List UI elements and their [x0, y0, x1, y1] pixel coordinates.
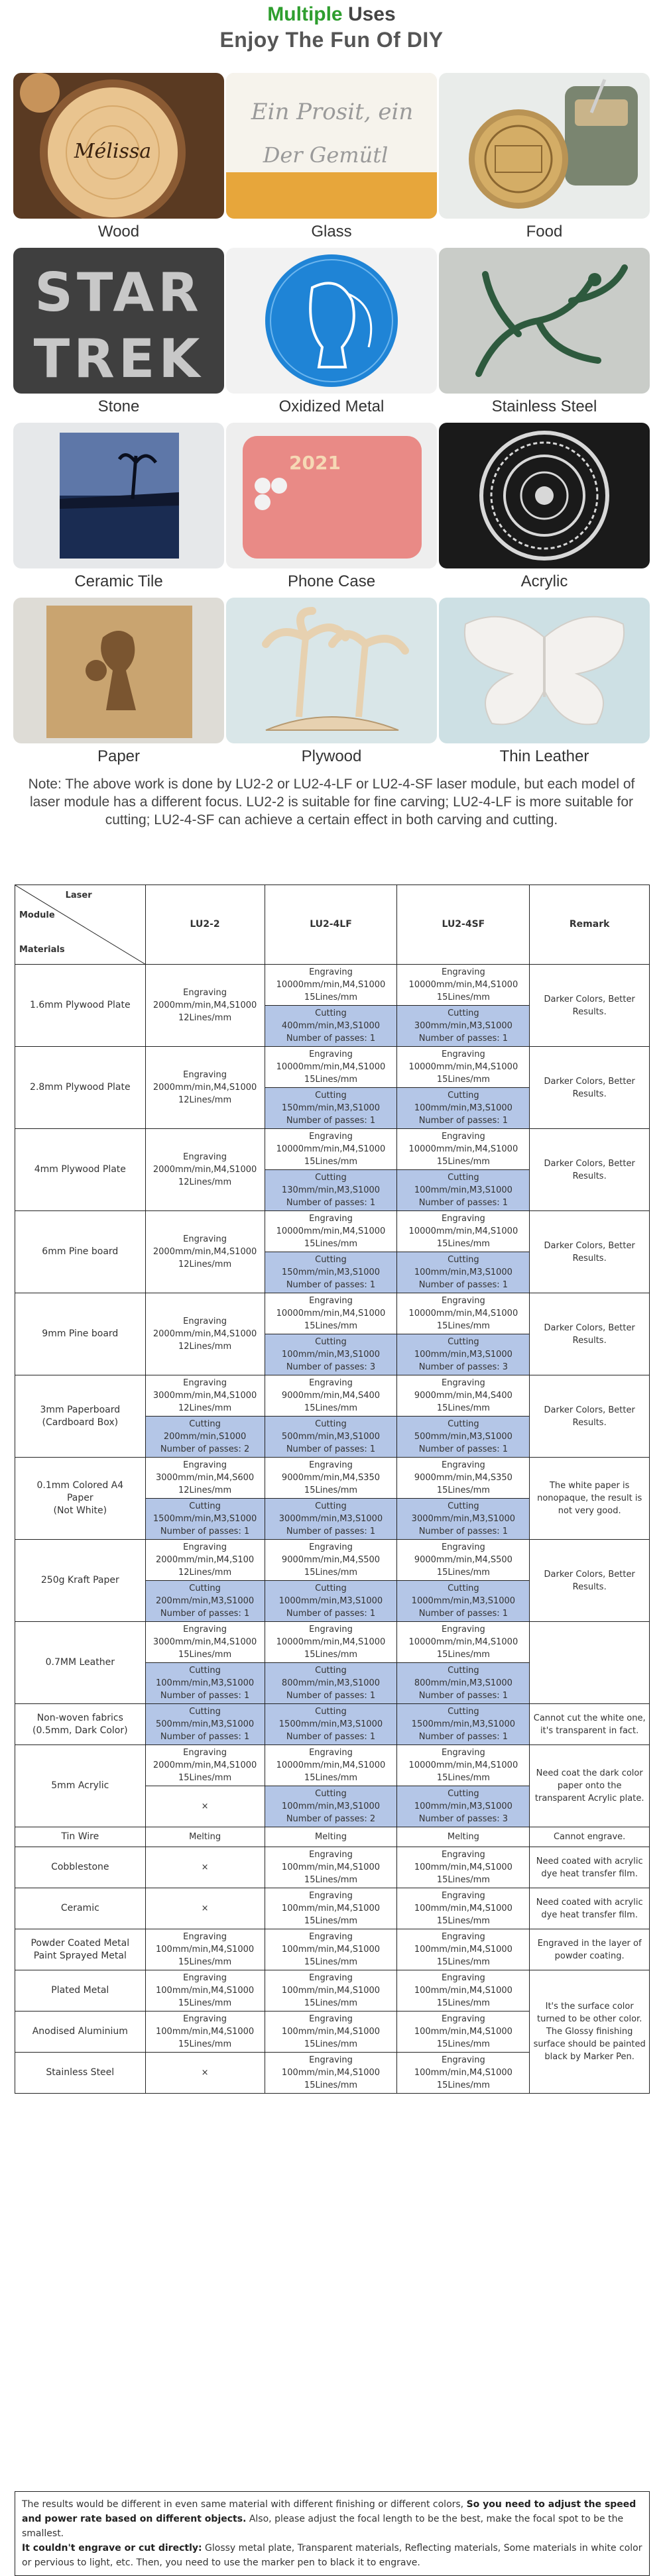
lu2-4lf-cell: Engraving 100mm/min,M4,S1000 15Lines/mm: [265, 1929, 397, 1970]
lu2-2-cell: ×: [145, 2053, 265, 2094]
tile-oxidized-metal: [226, 248, 437, 420]
material-name-cell: Ceramic: [15, 1888, 146, 1929]
tile-paper: [13, 598, 224, 770]
laser-parameters-table: [15, 885, 650, 2094]
lu2-4sf-cut-cell: Cutting 3000mm/min,M3,S1000 Number of passes: 1: [397, 1499, 530, 1540]
lu2-4lf-cut-cell: Cutting 500mm/min,M3,S1000 Number of passes: 1: [265, 1417, 397, 1458]
table-row: [15, 1827, 650, 1847]
tile-ceramic: [13, 423, 224, 595]
footer-notes: [15, 2491, 650, 2576]
footer-text: Also, please adjust the focal length to be the best, make the focal spot to be the smallest.: [22, 2514, 624, 2539]
lu2-4lf-engrave-cell: Engraving 9000mm/min,M4,S350 15Lines/mm: [265, 1458, 397, 1499]
glass-text-line-2: Der Gemütl: [263, 142, 389, 168]
page-header: [0, 0, 663, 53]
corner-module-label: Module: [19, 910, 55, 920]
corner-laser-label: Laser: [65, 890, 92, 900]
tile-caption: Oxidized Metal: [278, 398, 385, 415]
lu2-4lf-cell: Melting: [265, 1827, 397, 1847]
lu2-4lf-cell: Engraving 100mm/min,M4,S1000 15Lines/mm: [265, 2053, 397, 2094]
lu2-4lf-engrave-cell: Engraving 10000mm/min,M4,S1000 15Lines/mm: [265, 1047, 397, 1088]
lu2-2-engrave-cell: Engraving 2000mm/min,M4,S1000 12Lines/mm: [145, 1293, 265, 1375]
lu2-4lf-cut-cell: Cutting 100mm/min,M3,S1000 Number of passes: 2: [265, 1786, 397, 1827]
stone-text-line-2: TREK: [33, 328, 204, 390]
table-row: [15, 1129, 650, 1170]
phone-case-text: 2021: [289, 452, 341, 474]
table-row: [15, 1929, 650, 1970]
lu2-2-engrave-cell: Engraving 2000mm/min,M4,S1000 12Lines/mm: [145, 1211, 265, 1293]
glass-text-line-1: Ein Prosit, ein: [251, 99, 414, 125]
lu2-4lf-cut-cell: Cutting 130mm/min,M3,S1000 Number of passes: 1: [265, 1170, 397, 1211]
material-name-cell: Powder Coated Metal Paint Sprayed Metal: [15, 1929, 146, 1970]
lu2-4sf-cut-cell: Cutting 1000mm/min,M3,S1000 Number of passes: 1: [397, 1581, 530, 1622]
plywood-palm-trees-image: [226, 598, 437, 743]
lu2-4sf-engrave-cell: Engraving 10000mm/min,M4,S1000 15Lines/mm: [397, 1293, 530, 1334]
lu2-4sf-engrave-cell: Engraving 9000mm/min,M4,S500 15Lines/mm: [397, 1540, 530, 1581]
material-name-cell: Non-woven fabrics (0.5mm, Dark Color): [15, 1704, 146, 1745]
lu2-4lf-engrave-cell: Engraving 10000mm/min,M4,S1000 15Lines/mm: [265, 1293, 397, 1334]
lu2-2-engrave-cell: Engraving 3000mm/min,M4,S1000 12Lines/mm: [145, 1375, 265, 1417]
remark-cell: Need coat the dark color paper onto the transparent Acrylic plate.: [530, 1745, 650, 1827]
lu2-4lf-engrave-cell: Engraving 10000mm/min,M4,S1000 15Lines/mm: [265, 1745, 397, 1786]
lu2-4sf-engrave-cell: Engraving 9000mm/min,M4,S350 15Lines/mm: [397, 1458, 530, 1499]
lu2-4lf-engrave-cell: Engraving 10000mm/min,M4,S1000 15Lines/mm: [265, 1129, 397, 1170]
lu2-2-cell: ×: [145, 1888, 265, 1929]
material-name-cell: 0.1mm Colored A4 Paper (Not White): [15, 1458, 146, 1540]
table-row: [15, 1375, 650, 1417]
engraved-stone-image: [13, 248, 224, 394]
remark-cell: [530, 1622, 650, 1704]
material-name-cell: 4mm Plywood Plate: [15, 1129, 146, 1211]
column-header-lu2-4sf: LU2-4SF: [397, 885, 530, 965]
lu2-4sf-engrave-cell: Engraving 9000mm/min,M4,S400 15Lines/mm: [397, 1375, 530, 1417]
lu2-4lf-engrave-cell: Engraving 9000mm/min,M4,S400 15Lines/mm: [265, 1375, 397, 1417]
lu2-4lf-cut-cell: Cutting 3000mm/min,M3,S1000 Number of passes: 1: [265, 1499, 397, 1540]
table-row: [15, 1622, 650, 1663]
footer-bold-text: So you need to adjust the speed and power rate based on different objects.: [22, 2499, 636, 2524]
remark-cell: Need coated with acrylic dye heat transfer film.: [530, 1847, 650, 1888]
page-subtitle: Enjoy The Fun Of DIY: [219, 28, 444, 52]
lu2-2-engrave-cell: Engraving 3000mm/min,M4,S600 12Lines/mm: [145, 1458, 265, 1499]
lu2-2-cut-cell: Cutting 500mm/min,M3,S1000 Number of passes: 1: [145, 1704, 265, 1745]
ceramic-tile-landscape-image: [13, 423, 224, 568]
tile-caption: Phone Case: [287, 572, 376, 590]
lu2-4lf-cut-cell: Cutting 150mm/min,M3,S1000 Number of passes: 1: [265, 1252, 397, 1293]
tile-wood: [13, 73, 224, 245]
tile-phone-case: [226, 423, 437, 595]
material-name-cell: Plated Metal: [15, 1970, 146, 2012]
lu2-4lf-cell: Engraving 100mm/min,M4,S1000 15Lines/mm: [265, 1847, 397, 1888]
engraved-beer-glass-image: [226, 73, 437, 219]
material-name-cell: Anodised Aluminium: [15, 2012, 146, 2053]
lu2-4lf-cell: Engraving 100mm/min,M4,S1000 15Lines/mm: [265, 2012, 397, 2053]
lu2-2-engrave-cell: Engraving 3000mm/min,M4,S1000 15Lines/mm: [145, 1622, 265, 1663]
lu2-2-cell: Melting: [145, 1827, 265, 1847]
blue-metal-portrait-image: [226, 248, 437, 394]
lu2-4sf-engrave-cell: Engraving 10000mm/min,M4,S1000 15Lines/mm: [397, 965, 530, 1006]
lu2-4lf-cut-cell: Cutting 400mm/min,M3,S1000 Number of passes: 1: [265, 1006, 397, 1047]
lu2-4lf-engrave-cell: Engraving 10000mm/min,M4,S1000 15Lines/mm: [265, 1622, 397, 1663]
table-row: [15, 1888, 650, 1929]
lu2-2-cell: Engraving 100mm/min,M4,S1000 15Lines/mm: [145, 2012, 265, 2053]
tile-acrylic: [439, 423, 650, 595]
lu2-2-engrave-cell: Engraving 2000mm/min,M4,S1000 12Lines/mm: [145, 965, 265, 1047]
title-green-word: Multiple: [267, 3, 343, 25]
lu2-4lf-engrave-cell: Engraving 10000mm/min,M4,S1000 15Lines/mm: [265, 1211, 397, 1252]
material-name-cell: Stainless Steel: [15, 2053, 146, 2094]
lu2-4sf-cut-cell: Cutting 1500mm/min,M3,S1000 Number of passes: 1: [397, 1704, 530, 1745]
tile-caption: Wood: [97, 223, 140, 241]
tile-caption: Acrylic: [520, 572, 568, 590]
lu2-2-engrave-cell: Engraving 2000mm/min,M4,S1000 15Lines/mm: [145, 1745, 265, 1786]
lu2-2-cut-cell: Cutting 200mm/min,S1000 Number of passes: 2: [145, 1417, 265, 1458]
lu2-2-cell: Engraving 100mm/min,M4,S1000 15Lines/mm: [145, 1929, 265, 1970]
tile-caption: Paper: [97, 747, 141, 765]
laser-module-note: Note: The above work is done by LU2-2 or LU2-4-LF or LU2-4-SF laser module, but each model of laser module has a different focus. LU2-2 is suitable for fine carving; LU2-4-LF is more suitable for cutting; LU2-4-SF can achieve a certain effect in both carving and cutting.: [28, 777, 635, 828]
remark-cell: Cannot engrave.: [530, 1827, 650, 1847]
acrylic-mandala-image: [439, 423, 650, 568]
lu2-4lf-cell: Engraving 100mm/min,M4,S1000 15Lines/mm: [265, 1970, 397, 2012]
tile-caption: Ceramic Tile: [74, 572, 163, 590]
tile-caption: Stone: [97, 398, 140, 415]
page-title: [0, 3, 663, 27]
lu2-4sf-cut-cell: Cutting 800mm/min,M3,S1000 Number of passes: 1: [397, 1663, 530, 1704]
corner-materials-label: Materials: [19, 945, 65, 955]
wood-engraved-text: Mélissa: [74, 140, 152, 163]
remark-cell: Darker Colors, Better Results.: [530, 965, 650, 1047]
lu2-4sf-cut-cell: Cutting 500mm/min,M3,S1000 Number of passes: 1: [397, 1417, 530, 1458]
lu2-2-cut-cell: Cutting 100mm/min,M3,S1000 Number of passes: 1: [145, 1663, 265, 1704]
remark-cell: Engraved in the layer of powder coating.: [530, 1929, 650, 1970]
lu2-2-unsupported-cell: ×: [145, 1786, 265, 1827]
remark-cell: Darker Colors, Better Results.: [530, 1211, 650, 1293]
lu2-4sf-cell: Engraving 100mm/min,M4,S1000 15Lines/mm: [397, 1929, 530, 1970]
remark-cell: Darker Colors, Better Results.: [530, 1540, 650, 1622]
material-name-cell: 5mm Acrylic: [15, 1745, 146, 1827]
leather-butterfly-image: [439, 598, 650, 743]
column-header-lu2-4lf: LU2-4LF: [265, 885, 397, 965]
table-row: [15, 1458, 650, 1499]
material-name-cell: 2.8mm Plywood Plate: [15, 1047, 146, 1129]
lu2-2-engrave-cell: Engraving 2000mm/min,M4,S1000 12Lines/mm: [145, 1047, 265, 1129]
lu2-4sf-cell: Engraving 100mm/min,M4,S1000 15Lines/mm: [397, 1847, 530, 1888]
lu2-4sf-cut-cell: Cutting 100mm/min,M3,S1000 Number of passes: 1: [397, 1170, 530, 1211]
tile-caption: Thin Leather: [499, 747, 589, 765]
column-header-remark: Remark: [530, 885, 650, 965]
lu2-2-cell: ×: [145, 1847, 265, 1888]
remark-cell: Darker Colors, Better Results.: [530, 1293, 650, 1375]
lu2-4lf-engrave-cell: Engraving 10000mm/min,M4,S1000 15Lines/mm: [265, 965, 397, 1006]
lu2-4sf-engrave-cell: Engraving 10000mm/min,M4,S1000 15Lines/mm: [397, 1745, 530, 1786]
table-row: [15, 1211, 650, 1252]
footer-paragraph-1: [22, 2497, 642, 2541]
title-dark-word: Uses: [342, 3, 396, 25]
lu2-4sf-cell: Engraving 100mm/min,M4,S1000 15Lines/mm: [397, 1970, 530, 2012]
table-row: [15, 1745, 650, 1786]
footer-paragraph-2: [22, 2541, 642, 2570]
lu2-4sf-cell: Melting: [397, 1827, 530, 1847]
lu2-4lf-cut-cell: Cutting 100mm/min,M3,S1000 Number of passes: 3: [265, 1334, 397, 1375]
material-name-cell: Cobblestone: [15, 1847, 146, 1888]
lu2-4sf-cell: Engraving 100mm/min,M4,S1000 15Lines/mm: [397, 1888, 530, 1929]
phone-case-image: [226, 423, 437, 568]
lu2-2-cell: Engraving 100mm/min,M4,S1000 15Lines/mm: [145, 1970, 265, 2012]
material-name-cell: 6mm Pine board: [15, 1211, 146, 1293]
lu2-4sf-engrave-cell: Engraving 10000mm/min,M4,S1000 15Lines/mm: [397, 1129, 530, 1170]
tile-stainless-steel: [439, 248, 650, 420]
material-name-cell: 0.7MM Leather: [15, 1622, 146, 1704]
tile-caption: Plywood: [301, 747, 362, 765]
lu2-4sf-cut-cell: Cutting 100mm/min,M3,S1000 Number of passes: 3: [397, 1786, 530, 1827]
lu2-4sf-cell: Engraving 100mm/min,M4,S1000 15Lines/mm: [397, 2012, 530, 2053]
tile-caption: Food: [526, 223, 563, 241]
remark-cell: It's the surface color turned to be other color. The Glossy finishing surface should be painted black by Marker Pen.: [530, 1970, 650, 2094]
lu2-4sf-cell: Engraving 100mm/min,M4,S1000 15Lines/mm: [397, 2053, 530, 2094]
lu2-2-cut-cell: Cutting 1500mm/min,M3,S1000 Number of passes: 1: [145, 1499, 265, 1540]
lu2-4sf-cut-cell: Cutting 100mm/min,M3,S1000 Number of passes: 1: [397, 1088, 530, 1129]
table-row: [15, 1970, 650, 2012]
material-name-cell: 250g Kraft Paper: [15, 1540, 146, 1622]
lu2-4sf-cut-cell: Cutting 300mm/min,M3,S1000 Number of passes: 1: [397, 1006, 530, 1047]
engraved-cookie-image: [439, 73, 650, 219]
lu2-2-engrave-cell: Engraving 2000mm/min,M4,S1000 12Lines/mm: [145, 1129, 265, 1211]
material-name-cell: 3mm Paperboard (Cardboard Box): [15, 1375, 146, 1458]
lu2-4sf-cut-cell: Cutting 100mm/min,M3,S1000 Number of passes: 1: [397, 1252, 530, 1293]
column-header-lu2-2: LU2-2: [145, 885, 265, 965]
stone-text-line-1: STAR: [34, 262, 203, 323]
table-row: [15, 1293, 650, 1334]
lu2-4lf-cut-cell: Cutting 800mm/min,M3,S1000 Number of passes: 1: [265, 1663, 397, 1704]
table-body: [15, 965, 650, 2094]
tile-caption: Stainless Steel: [491, 398, 597, 415]
lu2-4lf-cut-cell: Cutting 1000mm/min,M3,S1000 Number of passes: 1: [265, 1581, 397, 1622]
tile-thin-leather: [439, 598, 650, 770]
material-name-cell: 9mm Pine board: [15, 1293, 146, 1375]
table-row: [15, 1047, 650, 1088]
lu2-4lf-cut-cell: Cutting 1500mm/min,M3,S1000 Number of passes: 1: [265, 1704, 397, 1745]
table-row: [15, 965, 650, 1006]
corner-header-cell: [15, 885, 146, 965]
stainless-steel-dragon-image: [439, 248, 650, 394]
lu2-4sf-cut-cell: Cutting 100mm/min,M3,S1000 Number of passes: 3: [397, 1334, 530, 1375]
remark-cell: Darker Colors, Better Results.: [530, 1047, 650, 1129]
lu2-4sf-engrave-cell: Engraving 10000mm/min,M4,S1000 15Lines/mm: [397, 1211, 530, 1252]
material-name-cell: Tin Wire: [15, 1827, 146, 1847]
remark-cell: Darker Colors, Better Results.: [530, 1129, 650, 1211]
footer-bold-text: It couldn't engrave or cut directly:: [22, 2543, 202, 2553]
material-name-cell: 1.6mm Plywood Plate: [15, 965, 146, 1047]
tile-food: [439, 73, 650, 245]
footer-text: Glossy metal plate, Transparent materials, Reflecting materials, Some materials in white color or pervious to light, etc. Then, you need to use the marker pen to black it to engrave.: [22, 2543, 642, 2568]
lu2-4lf-engrave-cell: Engraving 9000mm/min,M4,S500 15Lines/mm: [265, 1540, 397, 1581]
tile-caption: Glass: [311, 223, 352, 241]
remark-cell: Need coated with acrylic dye heat transfer film.: [530, 1888, 650, 1929]
lu2-4lf-cell: Engraving 100mm/min,M4,S1000 15Lines/mm: [265, 1888, 397, 1929]
remark-cell: The white paper is nonopaque, the result is not very good.: [530, 1458, 650, 1540]
table-header-row: [15, 885, 650, 965]
lu2-4lf-cut-cell: Cutting 150mm/min,M3,S1000 Number of passes: 1: [265, 1088, 397, 1129]
lu2-4sf-engrave-cell: Engraving 10000mm/min,M4,S1000 15Lines/mm: [397, 1047, 530, 1088]
wood-slice-engraving-image: [13, 73, 224, 219]
lu2-4sf-engrave-cell: Engraving 10000mm/min,M4,S1000 15Lines/mm: [397, 1622, 530, 1663]
lu2-2-engrave-cell: Engraving 2000mm/min,M4,S100 12Lines/mm: [145, 1540, 265, 1581]
tile-plywood: [226, 598, 437, 770]
remark-cell: Darker Colors, Better Results.: [530, 1375, 650, 1458]
table-row: [15, 1847, 650, 1888]
table-row: [15, 1540, 650, 1581]
kraft-paper-image: [13, 598, 224, 743]
tile-stone: [13, 248, 224, 420]
footer-text: The results would be different in even same material with different finishing or different colors,: [22, 2499, 467, 2510]
remark-cell: Cannot cut the white one, it's transparent in fact.: [530, 1704, 650, 1745]
lu2-2-cut-cell: Cutting 200mm/min,M3,S1000 Number of passes: 1: [145, 1581, 265, 1622]
tile-glass: [226, 73, 437, 245]
